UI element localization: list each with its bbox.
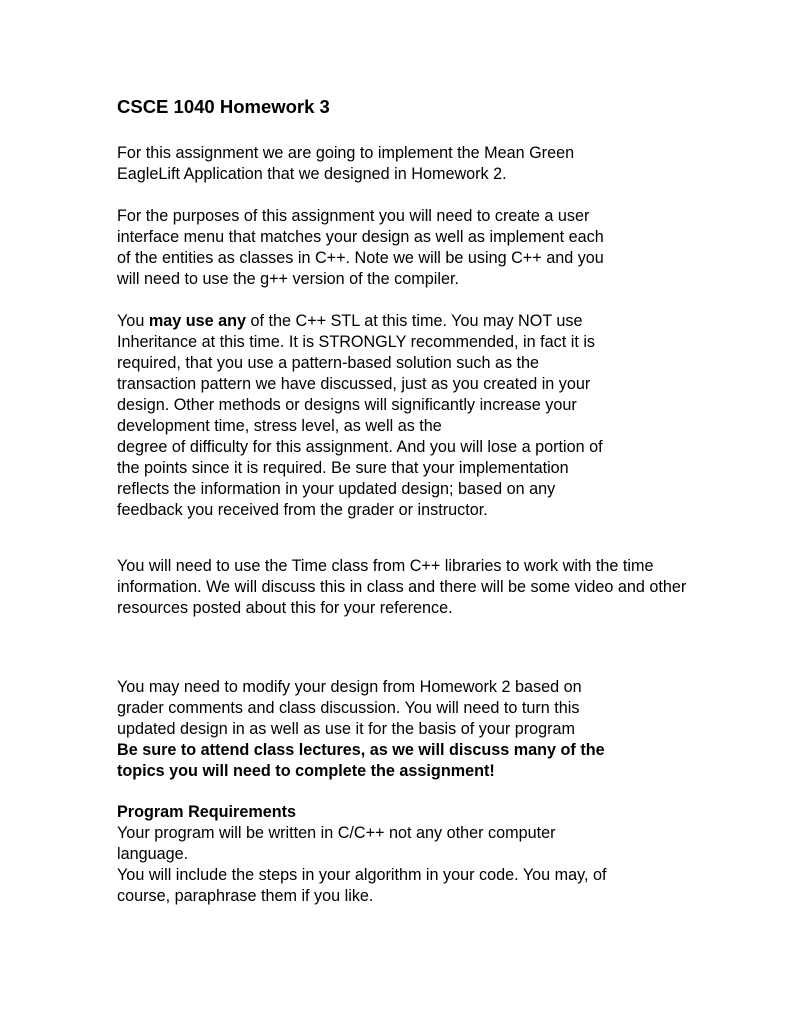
text-line (117, 311, 603, 332)
text-line: You may need to modify your design from Homework 2 based on (117, 678, 582, 696)
paragraph-design-update (117, 677, 605, 782)
paragraph-time-class (117, 556, 686, 619)
text-line: resources posted about this for your reference. (117, 599, 453, 617)
text-line: interface menu that matches your design as well as implement each (117, 228, 604, 246)
text-line: grader comments and class discussion. You will need to turn this (117, 699, 580, 717)
text-line: feedback you received from the grader or instructor. (117, 501, 488, 519)
text-line: transaction pattern we have discussed, just as you created in your (117, 375, 591, 393)
text-line: Inheritance at this time. It is STRONGLY recommended, in fact it is (117, 333, 596, 351)
paragraph-intro (117, 143, 574, 185)
text-line: For this assignment we are going to implement the Mean Green (117, 144, 575, 162)
emphasis-line: topics you will need to complete the assignment! (117, 762, 495, 780)
paragraph-stl-rules (117, 311, 603, 521)
text-run: You (117, 312, 149, 330)
emphasis-text: may use any (148, 312, 247, 330)
text-run: of the C++ STL at this time. You may NOT use (246, 312, 583, 330)
text-line: EagleLift Application that we designed in Homework 2. (117, 165, 507, 183)
text-line: degree of difficulty for this assignment. And you will lose a portion of (117, 438, 603, 456)
text-line: reflects the information in your updated design; based on any (117, 480, 556, 498)
text-line: Your program will be written in C/C++ not any other computer (117, 824, 556, 842)
emphasis-line: Be sure to attend class lectures, as we will discuss many of the (117, 741, 605, 759)
text-line: language. (117, 845, 189, 863)
paragraph-purpose (117, 206, 604, 290)
text-line: required, that you use a pattern-based solution such as the (117, 354, 540, 372)
section-heading: Program Requirements (117, 803, 297, 821)
text-line: the points since it is required. Be sure that your implementation (117, 459, 569, 477)
text-line: of the entities as classes in C++. Note we will be using C++ and you (117, 249, 604, 267)
text-line: You will include the steps in your algorithm in your code. You may, of (117, 866, 607, 884)
text-line: For the purposes of this assignment you will need to create a user (117, 207, 590, 225)
text-line: development time, stress level, as well as the (117, 417, 442, 435)
text-line: You will need to use the Time class from C++ libraries to work with the time (117, 557, 654, 575)
document-title: CSCE 1040 Homework 3 (117, 96, 330, 117)
text-line: design. Other methods or designs will significantly increase your (117, 396, 577, 414)
text-line: will need to use the g++ version of the compiler. (117, 270, 459, 288)
text-line: course, paraphrase them if you like. (117, 887, 374, 905)
text-line: information. We will discuss this in class and there will be some video and other (117, 578, 687, 596)
section-program-requirements (117, 802, 607, 907)
text-line: updated design in as well as use it for the basis of your program (117, 720, 576, 738)
